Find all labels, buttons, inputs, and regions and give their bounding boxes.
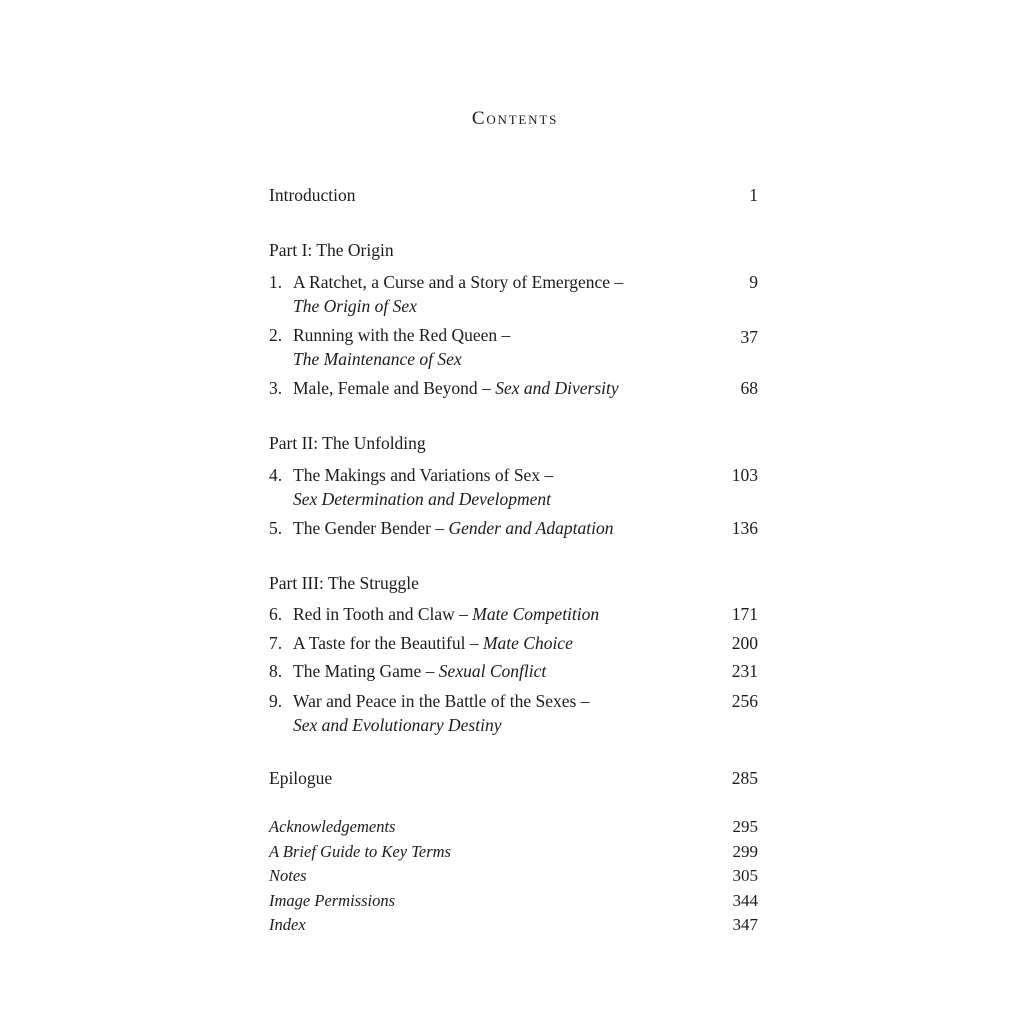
chapter-number: 6. xyxy=(269,604,283,624)
page-number: 200 xyxy=(731,633,758,653)
chapter-subtitle: Sex Determination and Development xyxy=(293,489,552,509)
toc-entry-epilogue xyxy=(269,766,758,790)
chapter-subtitle: Sexual Conflict xyxy=(438,661,547,681)
backmatter-label: Index xyxy=(269,915,306,934)
backmatter-item xyxy=(269,889,758,914)
part-heading-1: Part I: The Origin xyxy=(269,240,394,260)
page-number: 136 xyxy=(731,518,758,538)
backmatter-label: Acknowledgements xyxy=(269,817,396,836)
chapter-subtitle: Sex and Evolutionary Destiny xyxy=(293,715,502,735)
chapter-title: Male, Female and Beyond – xyxy=(293,378,491,398)
part-heading-3: Part III: The Struggle xyxy=(269,573,419,593)
page-number: 256 xyxy=(731,691,758,711)
chapter-number: 9. xyxy=(269,691,283,711)
chapter-subtitle: The Origin of Sex xyxy=(293,296,417,316)
entry-label: Introduction xyxy=(269,185,356,205)
toc-chapter-2 xyxy=(269,323,758,371)
chapter-title-line xyxy=(269,631,758,655)
page-number: 231 xyxy=(731,661,758,681)
page-number: 1 xyxy=(749,185,758,205)
page-number: 103 xyxy=(731,465,758,485)
chapter-title: The Mating Game – xyxy=(293,661,435,681)
chapter-title-line xyxy=(269,516,758,540)
page-number: 285 xyxy=(731,768,758,788)
page-number: 68 xyxy=(740,378,758,398)
chapter-subtitle: Mate Choice xyxy=(482,633,573,653)
chapter-number: 5. xyxy=(269,518,283,538)
chapter-subtitle: Mate Competition xyxy=(472,604,600,624)
toc-chapter-4 xyxy=(269,463,758,511)
backmatter-label: Image Permissions xyxy=(269,890,396,910)
toc-entry-introduction xyxy=(269,183,758,207)
toc-chapter-3 xyxy=(269,376,758,400)
backmatter-list xyxy=(269,815,758,938)
chapter-number: 1. xyxy=(269,272,283,292)
entry-label: Epilogue xyxy=(269,768,333,788)
page-number: 344 xyxy=(732,890,758,910)
chapter-subtitle: Sex and Diversity xyxy=(495,378,619,398)
chapter-title-line xyxy=(269,376,758,400)
backmatter-label: A Brief Guide to Key Terms xyxy=(269,841,451,861)
chapter-title-line xyxy=(269,659,758,683)
chapter-title: Red in Tooth and Claw – xyxy=(293,604,468,624)
toc-chapter-6 xyxy=(269,602,758,626)
chapter-title: War and Peace in the Battle of the Sexes – xyxy=(293,691,590,711)
chapter-title: A Ratchet, a Curse and a Story of Emergence – xyxy=(293,272,624,292)
toc-chapter-9 xyxy=(269,689,758,737)
page-title: Contents xyxy=(471,108,559,129)
toc-chapter-5 xyxy=(269,516,758,540)
page-number: 9 xyxy=(749,272,758,292)
chapter-number: 2. xyxy=(269,325,283,345)
toc-chapter-1 xyxy=(269,270,758,318)
chapter-number: 8. xyxy=(269,661,283,681)
page-number: 299 xyxy=(732,841,758,861)
backmatter-item xyxy=(269,913,758,938)
backmatter-item xyxy=(269,840,758,865)
chapter-number: 3. xyxy=(269,378,283,398)
chapter-subtitle: Gender and Adaptation xyxy=(448,518,614,538)
page-number: 347 xyxy=(732,915,758,934)
chapter-number: 7. xyxy=(269,633,283,653)
chapter-number: 4. xyxy=(269,465,283,485)
page-number: 37 xyxy=(740,327,758,347)
page-number: 171 xyxy=(731,604,758,624)
toc-chapter-7 xyxy=(269,631,758,655)
toc-chapter-8 xyxy=(269,659,758,683)
chapter-title: A Taste for the Beautiful – xyxy=(293,633,479,653)
chapter-subtitle: The Maintenance of Sex xyxy=(293,349,462,369)
page-number: 305 xyxy=(732,866,758,885)
backmatter-label: Notes xyxy=(269,866,307,885)
page-number: 295 xyxy=(732,817,758,836)
chapter-title: The Gender Bender – xyxy=(293,518,445,538)
part-heading-2: Part II: The Unfolding xyxy=(269,433,426,453)
chapter-title-line xyxy=(269,602,758,626)
chapter-title: The Makings and Variations of Sex – xyxy=(293,465,554,485)
chapter-title: Running with the Red Queen – xyxy=(293,325,511,345)
backmatter-item xyxy=(269,815,758,840)
backmatter-item xyxy=(269,864,758,889)
